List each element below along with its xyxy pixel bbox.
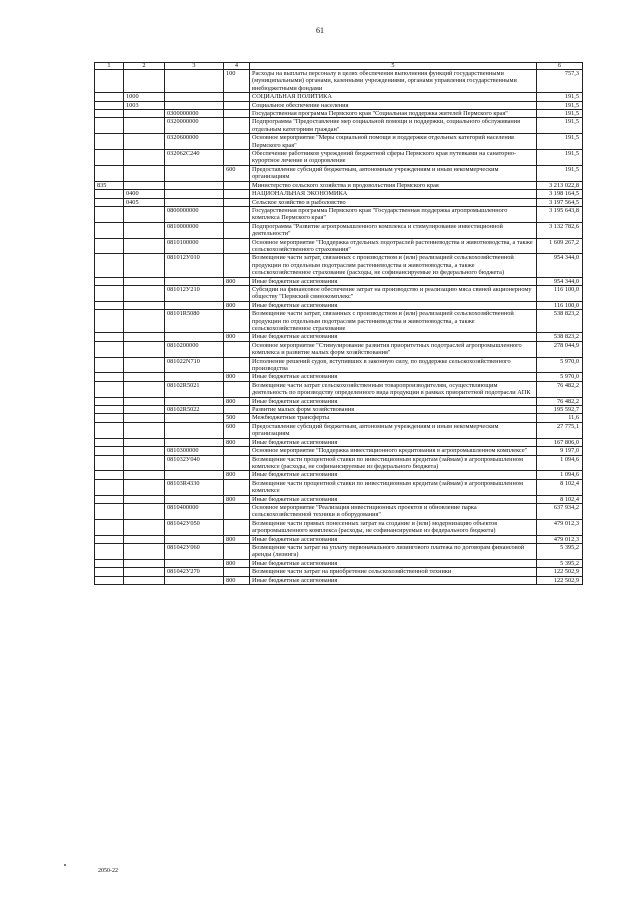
table-row xyxy=(95,118,583,134)
target-article-cell xyxy=(165,559,224,567)
section-code-cell xyxy=(124,357,165,373)
section-code-cell xyxy=(124,543,165,559)
header-cell: 6 xyxy=(537,63,583,70)
amount-cell: 5 395,2 xyxy=(537,543,583,559)
target-article-cell xyxy=(165,165,224,181)
table-header-row xyxy=(95,63,583,70)
admin-code-cell xyxy=(95,447,124,455)
admin-code-cell xyxy=(95,455,124,471)
description-cell: Субсидии на финансовое обеспечение затрат на производство и реализацию мяса свиней акционерному обществу "Пермский свинокомплекс" xyxy=(250,285,537,301)
section-code-cell xyxy=(124,134,165,150)
admin-code-cell xyxy=(95,519,124,535)
admin-code-cell xyxy=(95,118,124,134)
admin-code-cell xyxy=(95,422,124,438)
expense-type-cell: 800 xyxy=(224,495,250,503)
description-cell: Основное мероприятие "Стимулирование развития приоритетных подотраслей агропромышленного комплекса и развитие малых форм хозяйствования" xyxy=(250,341,537,357)
expense-type-cell xyxy=(224,101,250,109)
expense-type-cell xyxy=(224,198,250,206)
admin-code-cell xyxy=(95,93,124,101)
expense-type-cell xyxy=(224,118,250,134)
section-code-cell: 1000 xyxy=(124,93,165,101)
amount-cell: 116 100,0 xyxy=(537,301,583,309)
target-article-cell: 0800000000 xyxy=(165,206,224,222)
target-article-cell xyxy=(165,301,224,309)
expense-type-cell xyxy=(224,134,250,150)
amount-cell: 191,5 xyxy=(537,150,583,166)
description-cell: НАЦИОНАЛЬНАЯ ЭКОНОМИКА xyxy=(250,190,537,198)
admin-code-cell xyxy=(95,190,124,198)
table-row xyxy=(95,447,583,455)
table-row xyxy=(95,301,583,309)
amount-cell: 9 197,0 xyxy=(537,447,583,455)
amount-cell: 3 198 164,5 xyxy=(537,190,583,198)
expense-type-cell xyxy=(224,206,250,222)
amount-cell: 5 970,0 xyxy=(537,357,583,373)
table-row xyxy=(95,414,583,422)
description-cell: Возмещение части затрат, связанных с производством и (или) реализацией сельскохозяйственной продукции по отдельным подотраслям растениеводства и животноводства, а также сельскохозяйственное страхование (расходы, не софинансируемые из федерального бюджета) xyxy=(250,254,537,277)
section-code-cell xyxy=(124,438,165,446)
section-code-cell xyxy=(124,277,165,285)
amount-cell: 116 100,0 xyxy=(537,285,583,301)
footer-code: 2050-22 xyxy=(98,868,118,874)
amount-cell: 538 823,2 xyxy=(537,310,583,333)
description-cell: Подпрограмма "Развитие агропромышленного комплекса и стимулирование инвестиционной деятельности" xyxy=(250,222,537,238)
description-cell: Возмещение части затрат, связанных с производством и (или) реализацией сельскохозяйственной продукции по отдельным подотраслям растениеводства и животноводства, а также сельскохозяйственное страхование xyxy=(250,310,537,333)
expense-type-cell: 800 xyxy=(224,333,250,341)
amount-cell: 479 012,3 xyxy=(537,535,583,543)
description-cell: Обеспечение работников учреждений бюджетной сферы Пермского края путевками на санаторно-курортное лечение и оздоровление xyxy=(250,150,537,166)
target-article-cell: 0810000000 xyxy=(165,222,224,238)
table-row xyxy=(95,397,583,405)
admin-code-cell xyxy=(95,222,124,238)
section-code-cell: 1003 xyxy=(124,101,165,109)
admin-code-cell xyxy=(95,381,124,397)
target-article-cell xyxy=(165,70,224,93)
admin-code-cell xyxy=(95,254,124,277)
admin-code-cell xyxy=(95,543,124,559)
admin-code-cell xyxy=(95,238,124,254)
table-row xyxy=(95,568,583,576)
table-row xyxy=(95,206,583,222)
description-cell: Предоставление субсидий бюджетным, автономным учреждениям и иным некоммерческим организациям xyxy=(250,165,537,181)
expense-type-cell: 500 xyxy=(224,414,250,422)
admin-code-cell xyxy=(95,150,124,166)
expense-type-cell xyxy=(224,150,250,166)
section-code-cell xyxy=(124,206,165,222)
admin-code-cell xyxy=(95,576,124,584)
expense-type-cell xyxy=(224,357,250,373)
description-cell: Основное мероприятие "Меры социальной помощи и поддержки отдельных категорий населения Пермского края" xyxy=(250,134,537,150)
section-code-cell xyxy=(124,254,165,277)
target-article-cell: 081012У010 xyxy=(165,254,224,277)
description-cell: Государственная программа Пермского края "Государственная поддержка агропромышленного комплекса Пермского края" xyxy=(250,206,537,222)
expense-type-cell xyxy=(224,181,250,189)
description-cell: Государственная программа Пермского края "Социальная поддержка жителей Пермского края" xyxy=(250,110,537,118)
amount-cell: 637 934,2 xyxy=(537,503,583,519)
admin-code-cell xyxy=(95,285,124,301)
expense-type-cell xyxy=(224,455,250,471)
target-article-cell: 081042У050 xyxy=(165,519,224,535)
amount-cell: 479 012,3 xyxy=(537,519,583,535)
table-row xyxy=(95,93,583,101)
admin-code-cell xyxy=(95,397,124,405)
target-article-cell: 081042У060 xyxy=(165,543,224,559)
target-article-cell: 081012У210 xyxy=(165,285,224,301)
expense-type-cell: 800 xyxy=(224,397,250,405)
amount-cell: 191,5 xyxy=(537,118,583,134)
expense-type-cell xyxy=(224,285,250,301)
header-cell: 5 xyxy=(250,63,537,70)
description-cell: Исполнение решений судов, вступивших в законную силу, по поддержке сельскохозяйственного производства xyxy=(250,357,537,373)
admin-code-cell xyxy=(95,333,124,341)
description-cell: Иные бюджетные ассигнования xyxy=(250,373,537,381)
admin-code-cell xyxy=(95,479,124,495)
amount-cell: 954 344,0 xyxy=(537,277,583,285)
expense-type-cell xyxy=(224,406,250,414)
table-row xyxy=(95,190,583,198)
target-article-cell xyxy=(165,576,224,584)
table-row xyxy=(95,222,583,238)
target-article-cell: 0810200000 xyxy=(165,341,224,357)
table-row xyxy=(95,479,583,495)
description-cell: Основное мероприятие "Поддержка инвестиционного кредитования в агропромышленном комплексе" xyxy=(250,447,537,455)
page-number: 61 xyxy=(316,26,324,35)
target-article-cell xyxy=(165,535,224,543)
amount-cell: 76 482,2 xyxy=(537,397,583,405)
expense-type-cell xyxy=(224,381,250,397)
amount-cell: 122 502,9 xyxy=(537,576,583,584)
description-cell: Возмещение части затрат сельскохозяйственным товаропроизводителям, осуществляющим деятельность по производству определенного вида продукции в рамках приоритетной подотрасли АПК xyxy=(250,381,537,397)
section-code-cell xyxy=(124,333,165,341)
section-code-cell xyxy=(124,503,165,519)
section-code-cell xyxy=(124,519,165,535)
header-cell: 1 xyxy=(95,63,124,70)
section-code-cell xyxy=(124,373,165,381)
table-row xyxy=(95,471,583,479)
description-cell: Иные бюджетные ассигнования xyxy=(250,576,537,584)
description-cell: Предоставление субсидий бюджетным, автономным учреждениям и иным некоммерческим организациям xyxy=(250,422,537,438)
admin-code-cell xyxy=(95,406,124,414)
description-cell: Возмещение части процентной ставки по инвестиционным кредитам (займам) в агропромышленном комплексе (расходы, не софинансируемые из федерального бюджета) xyxy=(250,455,537,471)
amount-cell: 3 197 564,5 xyxy=(537,198,583,206)
target-article-cell: 081042У270 xyxy=(165,568,224,576)
admin-code-cell xyxy=(95,438,124,446)
expense-type-cell xyxy=(224,254,250,277)
section-code-cell xyxy=(124,341,165,357)
amount-cell: 122 502,9 xyxy=(537,568,583,576)
section-code-cell xyxy=(124,301,165,309)
table-row xyxy=(95,438,583,446)
table-row xyxy=(95,455,583,471)
description-cell: Социальное обеспечение населения xyxy=(250,101,537,109)
section-code-cell: 0400 xyxy=(124,190,165,198)
description-cell: Возмещение части затрат на уплату первоначального лизингового платежа по договорам финансовой аренды (лизинга) xyxy=(250,543,537,559)
target-article-cell: 0810400000 xyxy=(165,503,224,519)
target-article-cell xyxy=(165,397,224,405)
amount-cell: 3 132 782,6 xyxy=(537,222,583,238)
target-article-cell xyxy=(165,422,224,438)
section-code-cell xyxy=(124,285,165,301)
description-cell: Иные бюджетные ассигнования xyxy=(250,397,537,405)
description-cell: Иные бюджетные ассигнования xyxy=(250,438,537,446)
expense-type-cell: 800 xyxy=(224,559,250,567)
table-row xyxy=(95,333,583,341)
expense-type-cell xyxy=(224,479,250,495)
section-code-cell xyxy=(124,238,165,254)
expense-type-cell: 800 xyxy=(224,471,250,479)
admin-code-cell xyxy=(95,471,124,479)
description-cell: Иные бюджетные ассигнования xyxy=(250,301,537,309)
budget-table xyxy=(94,62,583,585)
table-row xyxy=(95,181,583,189)
target-article-cell: 0810100000 xyxy=(165,238,224,254)
table-row xyxy=(95,519,583,535)
amount-cell: 27 775,1 xyxy=(537,422,583,438)
section-code-cell xyxy=(124,414,165,422)
amount-cell: 5 970,0 xyxy=(537,373,583,381)
table-row xyxy=(95,341,583,357)
target-article-cell xyxy=(165,190,224,198)
header-cell: 2 xyxy=(124,63,165,70)
section-code-cell xyxy=(124,479,165,495)
expense-type-cell: 600 xyxy=(224,422,250,438)
table-row xyxy=(95,543,583,559)
amount-cell: 8 102,4 xyxy=(537,479,583,495)
section-code-cell xyxy=(124,110,165,118)
admin-code-cell xyxy=(95,559,124,567)
expense-type-cell xyxy=(224,110,250,118)
expense-type-cell: 800 xyxy=(224,438,250,446)
description-cell: Сельское хозяйство и рыболовство xyxy=(250,198,537,206)
expense-type-cell xyxy=(224,222,250,238)
target-article-cell xyxy=(165,414,224,422)
description-cell: Развитие малых форм хозяйствования xyxy=(250,406,537,414)
expense-type-cell xyxy=(224,190,250,198)
admin-code-cell xyxy=(95,341,124,357)
expense-type-cell xyxy=(224,519,250,535)
scan-dot-mark xyxy=(64,864,66,866)
table-row xyxy=(95,198,583,206)
target-article-cell xyxy=(165,277,224,285)
description-cell: Возмещение части прямых понесенных затрат на создание и (или) модернизацию объектов агропромышленного комплекса (расходы, не софинансируемые из федерального бюджета) xyxy=(250,519,537,535)
admin-code-cell xyxy=(95,277,124,285)
section-code-cell xyxy=(124,447,165,455)
amount-cell: 1 094,6 xyxy=(537,471,583,479)
description-cell: Расходы на выплаты персоналу в целях обеспечения выполнения функций государственными (муниципальными) органами, казенными учреждениями, органами управления государственными внебюджетными фондами xyxy=(250,70,537,93)
description-cell: Иные бюджетные ассигнования xyxy=(250,535,537,543)
description-cell: Подпрограмма "Предоставление мер социальной помощи и поддержки, социального обслуживания отдельным категориям граждан" xyxy=(250,118,537,134)
table-row xyxy=(95,357,583,373)
expense-type-cell: 800 xyxy=(224,535,250,543)
admin-code-cell xyxy=(95,206,124,222)
target-article-cell: 08101R5080 xyxy=(165,310,224,333)
description-cell: Основное мероприятие "Поддержка отдельных подотраслей растениеводства и животноводства, а также сельскохозяйственного страхования" xyxy=(250,238,537,254)
description-cell: Возмещение части затрат на приобретение сельскохозяйственной техники xyxy=(250,568,537,576)
section-code-cell xyxy=(124,381,165,397)
table-row xyxy=(95,238,583,254)
amount-cell: 3 195 643,8 xyxy=(537,206,583,222)
amount-cell: 195 592,7 xyxy=(537,406,583,414)
target-article-cell: 032062С240 xyxy=(165,150,224,166)
header-cell: 4 xyxy=(224,63,250,70)
target-article-cell: 0320000000 xyxy=(165,118,224,134)
section-code-cell xyxy=(124,455,165,471)
description-cell: СОЦИАЛЬНАЯ ПОЛИТИКА xyxy=(250,93,537,101)
admin-code-cell xyxy=(95,568,124,576)
amount-cell: 167 806,0 xyxy=(537,438,583,446)
description-cell: Возмещение части процентной ставки по инвестиционным кредитам (займам) в агропромышленном комплексе xyxy=(250,479,537,495)
table-row xyxy=(95,254,583,277)
description-cell: Иные бюджетные ассигнования xyxy=(250,471,537,479)
section-code-cell xyxy=(124,181,165,189)
amount-cell: 191,5 xyxy=(537,93,583,101)
amount-cell: 8 102,4 xyxy=(537,495,583,503)
expense-type-cell xyxy=(224,310,250,333)
section-code-cell xyxy=(124,576,165,584)
admin-code-cell xyxy=(95,414,124,422)
admin-code-cell xyxy=(95,495,124,503)
target-article-cell: 0300000000 xyxy=(165,110,224,118)
table-row xyxy=(95,285,583,301)
section-code-cell xyxy=(124,568,165,576)
table-row xyxy=(95,373,583,381)
target-article-cell xyxy=(165,333,224,341)
table-row xyxy=(95,110,583,118)
table-row xyxy=(95,381,583,397)
section-code-cell xyxy=(124,559,165,567)
section-code-cell xyxy=(124,150,165,166)
table-row xyxy=(95,503,583,519)
table-row xyxy=(95,406,583,414)
expense-type-cell: 800 xyxy=(224,277,250,285)
table-row xyxy=(95,277,583,285)
expense-type-cell xyxy=(224,93,250,101)
description-cell: Иные бюджетные ассигнования xyxy=(250,277,537,285)
description-cell: Иные бюджетные ассигнования xyxy=(250,559,537,567)
amount-cell: 278 044,9 xyxy=(537,341,583,357)
admin-code-cell xyxy=(95,301,124,309)
admin-code-cell xyxy=(95,101,124,109)
amount-cell: 191,5 xyxy=(537,134,583,150)
admin-code-cell xyxy=(95,535,124,543)
target-article-cell: 08103R4330 xyxy=(165,479,224,495)
target-article-cell xyxy=(165,101,224,109)
admin-code-cell xyxy=(95,198,124,206)
table-row xyxy=(95,576,583,584)
target-article-cell: 08102R5021 xyxy=(165,381,224,397)
table-row xyxy=(95,535,583,543)
section-code-cell xyxy=(124,118,165,134)
table-row xyxy=(95,70,583,93)
amount-cell: 5 395,2 xyxy=(537,559,583,567)
amount-cell: 1 609 267,2 xyxy=(537,238,583,254)
section-code-cell xyxy=(124,397,165,405)
table-row xyxy=(95,150,583,166)
amount-cell: 3 213 022,8 xyxy=(537,181,583,189)
section-code-cell xyxy=(124,535,165,543)
section-code-cell: 0405 xyxy=(124,198,165,206)
section-code-cell xyxy=(124,70,165,93)
admin-code-cell: 835 xyxy=(95,181,124,189)
table-row xyxy=(95,310,583,333)
expense-type-cell: 800 xyxy=(224,301,250,309)
admin-code-cell xyxy=(95,310,124,333)
target-article-cell xyxy=(165,93,224,101)
description-cell: Основное мероприятие "Реализация инвестиционных проектов и обновление парка сельскохозяйственной техники и оборудования" xyxy=(250,503,537,519)
target-article-cell xyxy=(165,471,224,479)
admin-code-cell xyxy=(95,357,124,373)
target-article-cell: 08102R5022 xyxy=(165,406,224,414)
amount-cell: 1 094,6 xyxy=(537,455,583,471)
description-cell: Иные бюджетные ассигнования xyxy=(250,495,537,503)
amount-cell: 191,5 xyxy=(537,101,583,109)
expense-type-cell xyxy=(224,543,250,559)
admin-code-cell xyxy=(95,70,124,93)
section-code-cell xyxy=(124,406,165,414)
section-code-cell xyxy=(124,165,165,181)
expense-type-cell xyxy=(224,503,250,519)
expense-type-cell xyxy=(224,238,250,254)
section-code-cell xyxy=(124,310,165,333)
table-row xyxy=(95,165,583,181)
amount-cell: 954 344,0 xyxy=(537,254,583,277)
target-article-cell xyxy=(165,181,224,189)
expense-type-cell: 600 xyxy=(224,165,250,181)
target-article-cell: 081022N710 xyxy=(165,357,224,373)
header-cell: 3 xyxy=(165,63,224,70)
admin-code-cell xyxy=(95,503,124,519)
description-cell: Иные бюджетные ассигнования xyxy=(250,333,537,341)
description-cell: Межбюджетные трансферты xyxy=(250,414,537,422)
section-code-cell xyxy=(124,222,165,238)
expense-type-cell xyxy=(224,341,250,357)
admin-code-cell xyxy=(95,134,124,150)
admin-code-cell xyxy=(95,165,124,181)
amount-cell: 191,5 xyxy=(537,165,583,181)
table-row xyxy=(95,495,583,503)
description-cell: Министерство сельского хозяйства и продовольствия Пермского края xyxy=(250,181,537,189)
admin-code-cell xyxy=(95,373,124,381)
section-code-cell xyxy=(124,471,165,479)
amount-cell: 191,5 xyxy=(537,110,583,118)
target-article-cell xyxy=(165,198,224,206)
table-row xyxy=(95,422,583,438)
target-article-cell: 0810300000 xyxy=(165,447,224,455)
amount-cell: 538 823,2 xyxy=(537,333,583,341)
expense-type-cell xyxy=(224,447,250,455)
section-code-cell xyxy=(124,495,165,503)
expense-type-cell: 100 xyxy=(224,70,250,93)
amount-cell: 757,3 xyxy=(537,70,583,93)
expense-type-cell xyxy=(224,568,250,576)
expense-type-cell: 800 xyxy=(224,576,250,584)
amount-cell: 76 482,2 xyxy=(537,381,583,397)
table-row xyxy=(95,559,583,567)
table-row xyxy=(95,134,583,150)
amount-cell: 11,6 xyxy=(537,414,583,422)
expense-type-cell: 800 xyxy=(224,373,250,381)
section-code-cell xyxy=(124,422,165,438)
table-row xyxy=(95,101,583,109)
admin-code-cell xyxy=(95,110,124,118)
target-article-cell xyxy=(165,438,224,446)
target-article-cell: 081032У040 xyxy=(165,455,224,471)
target-article-cell xyxy=(165,373,224,381)
target-article-cell: 0320600000 xyxy=(165,134,224,150)
target-article-cell xyxy=(165,495,224,503)
